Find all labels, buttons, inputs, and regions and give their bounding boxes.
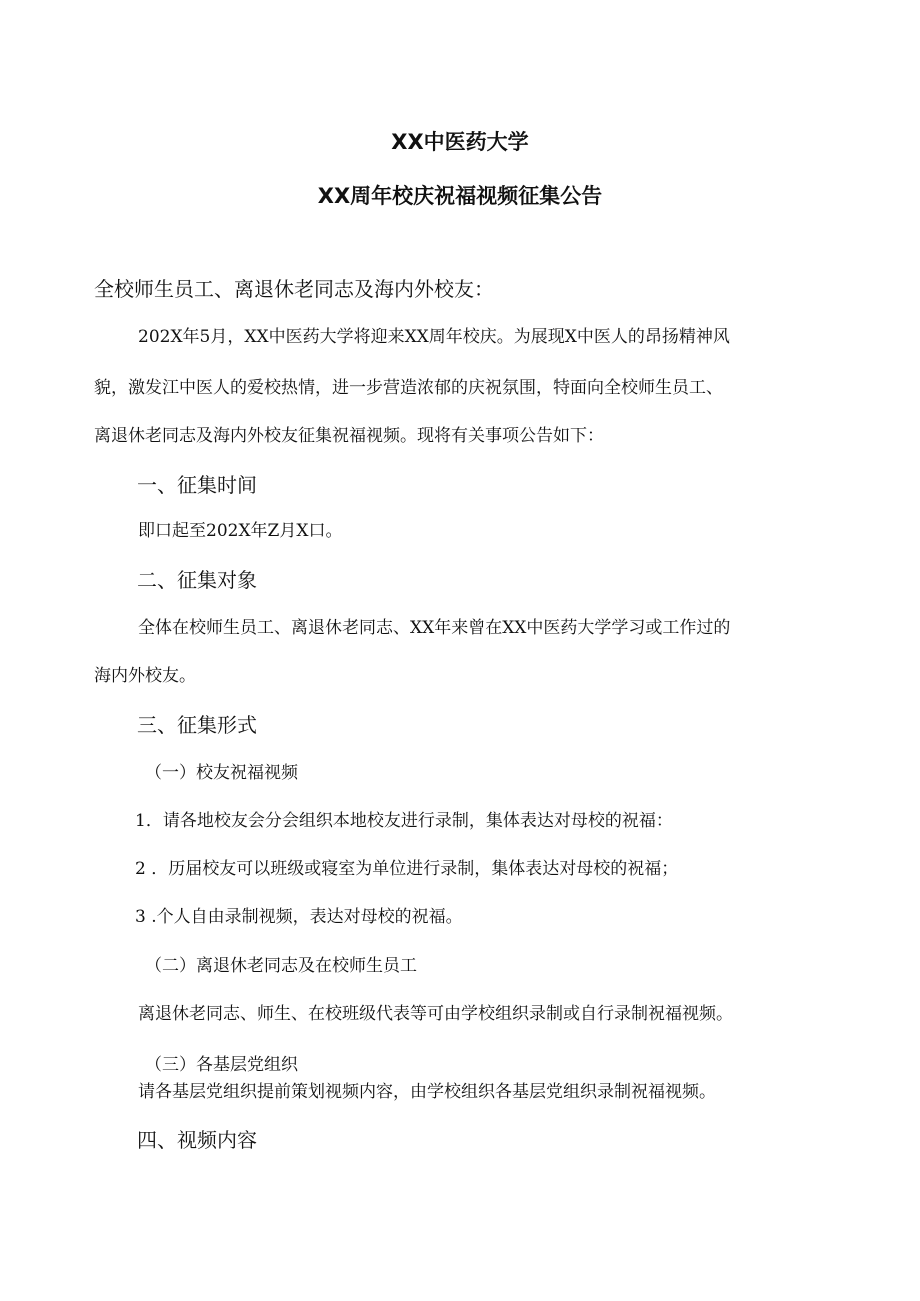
list-item: 3 .个人自由录制视频，表达对母校的祝福。: [135, 907, 463, 927]
list-item: 2 ．历届校友可以班级或寝室为单位进行录制，集体表达对母校的祝福；: [135, 859, 679, 879]
list-item: 1．请各地校友会分会组织本地校友进行录制，集体表达对母校的祝福：: [135, 811, 673, 831]
collection-targets-line: 海内外校友。: [94, 666, 196, 686]
section-heading-collection-forms: 三、征集形式: [137, 713, 257, 737]
intro-paragraph-line: 离退休老同志及海内外校友征集祝福视频。现将有关事项公告如下：: [94, 426, 604, 446]
document-title-announcement: XX周年校庆祝福视频征集公告: [317, 184, 603, 208]
retirees-and-staff-text: 离退休老同志、师生、在校班级代表等可由学校组织录制或自行录制祝福视频。: [138, 1004, 733, 1024]
party-organizations-text: 请各基层党组织提前策划视频内容，由学校组织各基层党组织录制祝福视频。: [138, 1082, 716, 1102]
salutation: 全校师生员工、离退休老同志及海内外校友：: [94, 277, 494, 301]
intro-paragraph-line: 202X年5月，XX中医药大学将迎来XX周年校庆。为展现X中医人的昂扬精神风: [138, 327, 730, 347]
document-title-university: XX中医药大学: [391, 130, 529, 154]
section-heading-video-content: 四、视频内容: [137, 1128, 257, 1152]
collection-targets-line: 全体在校师生员工、离退休老同志、XX年来曾在XX中医药大学学习或工作过的: [138, 618, 731, 638]
collection-time-text: 即口起至202X年Z月X口。: [138, 521, 343, 541]
subheading-party-organizations: （三）各基层党组织: [145, 1055, 298, 1075]
intro-paragraph-line: 貌，激发江中医人的爱校热情，进一步营造浓郁的庆祝氛围，特面向全校师生员工、: [94, 378, 723, 398]
subheading-alumni-videos: （一）校友祝福视频: [145, 763, 298, 783]
section-heading-collection-time: 一、征集时间: [137, 473, 257, 497]
section-heading-collection-targets: 二、征集对象: [137, 568, 257, 592]
subheading-retirees-and-staff: （二）离退休老同志及在校师生员工: [145, 956, 417, 976]
